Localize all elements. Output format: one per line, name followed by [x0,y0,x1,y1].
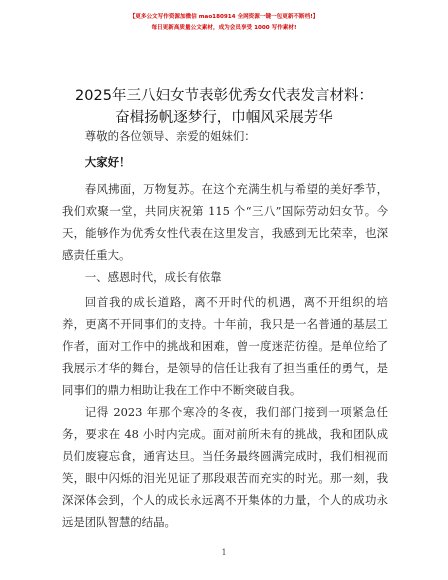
greeting: 尊敬的各位领导、亲爱的姐妹们： [84,129,256,143]
promo-banner-line-2: 每日更新高质量公文素材，成为会员享受 1000 写作素材! [151,25,297,31]
document-title-line-1: 2025年三八妇女节表彰优秀女代表发言材料： [75,88,373,104]
paragraph-growth: 回首我的成长道路，离不开时代的机遇，离不开组织的培养，更离不开同事们的支持。十年前，我只是一名普通的基层工作者，面对工作中的挑战和困难，曾一度迷茫彷徨。是单位给了我展示才华的舞台，是领导的信任让我有了担当重任的勇气，是同事们的鼎力相助让我在工作中不断突破自我。 [62,295,388,397]
paragraph-winter-task: 记得 2023 年那个寒冷的冬夜，我们部门接到一项紧急任务，要求在 48 小时内完成。面对前所未有的挑战，我和团队成员们废寝忘食，通宵达旦。当任务最终圆满完成时，我们相视而笑，眼中闪烁的泪光见证了那段艰苦而充实的时光。那一刻，我深深体会到，个人的成长永远离不开集体的力量，个人的成功永远是团队智慧的结晶。 [62,405,388,529]
document-title-line-2: 奋楫扬帆逐梦行，巾帼风采展芳华 [115,110,333,126]
promo-banner-line-1: 【更多公文写作资源加微信 mao180914 全网资源一键一包更新不断档!】 [129,14,319,20]
page-number: 1 [221,548,227,557]
hello-line: 大家好！ [84,155,131,169]
paragraph-opening: 春风拂面，万物复苏。在这个充满生机与希望的美好季节，我们欢聚一堂，共同庆祝第 115 个“三八”国际劳动妇女节。今天，能够作为优秀女性代表在这里发言，我感到无比荣幸，也深感责任重大。 [62,182,388,262]
section-heading-1: 一、感恩时代，成长有依靠 [84,270,222,284]
